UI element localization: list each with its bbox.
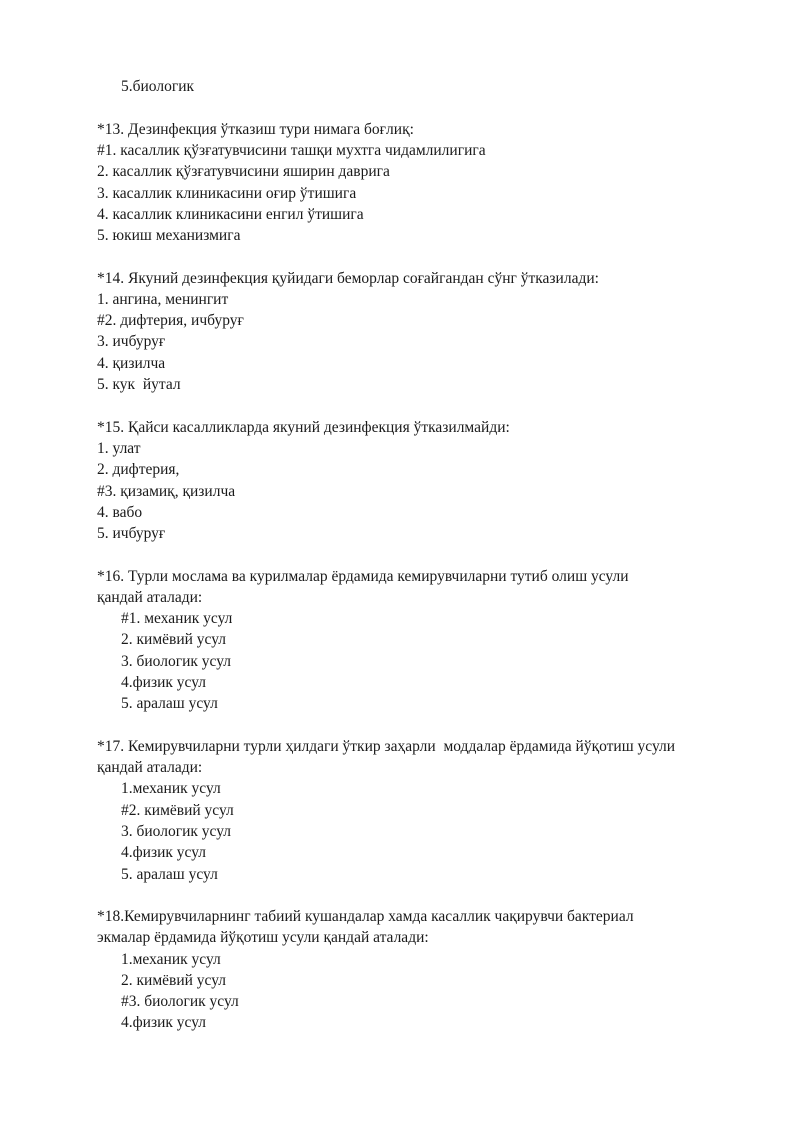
q16-question-line-1: *16. Турли мослама ва курилмалар ёрдамида кемирувчиларни тутиб олиш усули: [97, 568, 629, 585]
q17-question-line-1: *17. Кемирувчиларни турли ҳилдаги ўткир заҳарли моддалар ёрдамида йўқотиш усули: [97, 738, 676, 755]
q15-option-2: 2. дифтерия,: [97, 461, 180, 478]
q14-option-5: 5. кук йутал: [97, 376, 181, 393]
q17-option-4: 4.физик усул: [121, 844, 207, 861]
q15-option-1: 1. улат: [97, 440, 141, 457]
q18-option-1: 1.механик усул: [121, 951, 221, 968]
q13-option-1: #1. касаллик қўзғатувчисини ташқи мухтга чидамлилигига: [97, 142, 486, 159]
q16-option-4: 4.физик усул: [121, 674, 207, 691]
q16-option-1: #1. механик усул: [121, 610, 233, 627]
q17-option-3: 3. биологик усул: [121, 823, 231, 840]
q13-option-2: 2. касаллик қўзғатувчисини яширин даврига: [97, 163, 390, 180]
q16-option-5: 5. аралаш усул: [121, 695, 218, 712]
q15-question: *15. Қайси касалликларда якуний дезинфекция ўтказилмайди:: [97, 419, 510, 436]
q14-option-1: 1. ангина, менингит: [97, 291, 229, 308]
q16-option-3: 3. биологик усул: [121, 653, 231, 670]
q14-question: *14. Якуний дезинфекция қуйидаги беморлар соғайгандан сўнг ўтказилади:: [97, 270, 599, 287]
q13-question: *13. Дезинфекция ўтказиш тури нимага боғлиқ:: [97, 121, 414, 138]
q17-question-line-2: қандай аталади:: [97, 759, 203, 776]
q13-option-5: 5. юкиш механизмига: [97, 227, 241, 244]
q15-option-4: 4. вабо: [97, 504, 143, 521]
q18-option-2: 2. кимёвий усул: [121, 972, 227, 989]
q15-option-3: #3. қизамиқ, қизилча: [97, 483, 236, 500]
q15-option-5: 5. ичбуруғ: [97, 525, 166, 542]
q13-option-4: 4. касаллик клиникасини енгил ўтишига: [97, 206, 364, 223]
q17-option-5: 5. аралаш усул: [121, 866, 218, 883]
q18-option-4: 4.физик усул: [121, 1014, 207, 1031]
q17-option-1: 1.механик усул: [121, 780, 221, 797]
q14-option-3: 3. ичбуруғ: [97, 333, 166, 350]
q18-question-line-1: *18.Кемирувчиларнинг табиий кушандалар хамда касаллик чақирувчи бактериал: [97, 908, 634, 925]
q18-option-3: #3. биологик усул: [121, 993, 239, 1010]
q14-option-2: #2. дифтерия, ичбуруғ: [97, 312, 244, 329]
q12-option-5: 5.биологик: [121, 78, 195, 95]
q16-question-line-2: қандай аталади:: [97, 589, 203, 606]
q16-option-2: 2. кимёвий усул: [121, 631, 227, 648]
q13-option-3: 3. касаллик клиникасини оғир ўтишига: [97, 185, 357, 202]
q18-question-line-2: экмалар ёрдамида йўқотиш усули қандай аталади:: [97, 929, 429, 946]
q14-option-4: 4. қизилча: [97, 355, 166, 372]
q17-option-2: #2. кимёвий усул: [121, 802, 234, 819]
